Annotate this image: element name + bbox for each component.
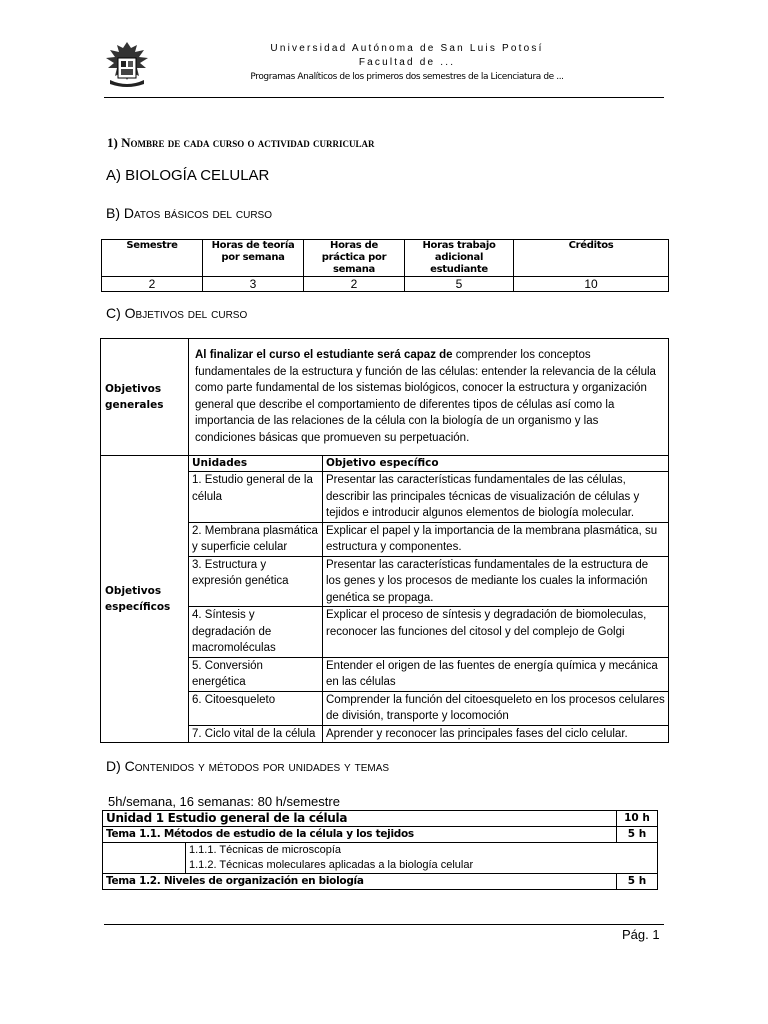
table-row xyxy=(189,657,668,691)
header-horas-adicional: Horas trabajo adicional estudiante xyxy=(405,240,514,277)
header-divider xyxy=(104,97,664,98)
contents-table xyxy=(102,810,658,890)
table-row xyxy=(189,725,668,742)
section-1-heading xyxy=(107,135,375,151)
table-row xyxy=(189,607,668,658)
header-semestre: Semestre xyxy=(102,240,203,277)
objective-cell: Presentar las características fundamentales de la estructura de los genes y los procesos de mediante los cuales la información genética se propaga. xyxy=(323,556,669,607)
topic-1-1-title: Tema 1.1. Métodos de estudio de la célula y los tejidos xyxy=(103,827,617,843)
general-objectives-lead: Al finalizar el curso el estudiante será capaz de xyxy=(195,349,453,361)
section-1-number: 1) xyxy=(107,135,122,150)
unit-cell: 5. Conversión energética xyxy=(189,657,323,691)
value-creditos: 10 xyxy=(514,277,669,292)
faculty-name: Facultad de ... xyxy=(358,57,456,68)
basic-data-table xyxy=(101,239,669,292)
objective-cell: Explicar el papel y la importancia de la membrana plasmática, su estructura y componentes. xyxy=(323,522,669,556)
contents-heading: D) Contenidos y métodos por unidades y temas xyxy=(106,758,390,774)
basic-data-value-row xyxy=(102,277,669,292)
header-horas-teoria: Horas de teoría por semana xyxy=(203,240,304,277)
general-objectives-text xyxy=(189,339,669,456)
objective-cell: Entender el origen de las fuentes de energía química y mecánica en las células xyxy=(323,657,669,691)
col-units-header: Unidades xyxy=(189,456,323,472)
unit-cell: 7. Ciclo vital de la célula xyxy=(189,725,323,742)
unit-cell: 4. Síntesis y degradación de macromoléculas xyxy=(189,607,323,658)
unit-1-hours: 10 h xyxy=(617,811,658,827)
unit-1-title: Unidad 1 Estudio general de la célula xyxy=(103,811,617,827)
objective-cell: Aprender y reconocer las principales fases del ciclo celular. xyxy=(323,725,669,742)
table-row xyxy=(189,472,668,523)
objective-cell: Comprender la función del citoesqueleto en los procesos celulares de división, transporte y locomoción xyxy=(323,691,669,725)
header-creditos: Créditos xyxy=(514,240,669,277)
course-name-heading: A) BIOLOGÍA CELULAR xyxy=(106,167,270,184)
col-objective-header: Objetivo específico xyxy=(323,456,669,472)
page-number: Pág. 1 xyxy=(622,927,660,942)
objectives-table xyxy=(100,338,669,743)
specific-header-row xyxy=(189,456,668,472)
program-title: Programas Analíticos de los primeros dos semestres de la Licenciatura de ... xyxy=(250,72,564,82)
objectives-heading: C) Objetivos del curso xyxy=(106,305,248,321)
subtopic-spacer xyxy=(103,843,186,874)
hours-note: 5h/semana, 16 semanas: 80 h/semestre xyxy=(108,794,340,809)
topic-row xyxy=(103,874,658,890)
objective-cell: Explicar el proceso de síntesis y degradación de biomoleculas, reconocer las funciones del citosol y del complejo de Golgi xyxy=(323,607,669,658)
value-semestre: 2 xyxy=(102,277,203,292)
general-objectives-label: Objetivos generales xyxy=(101,339,189,456)
topic-1-1-hours: 5 h xyxy=(617,827,658,843)
subtopic-row xyxy=(103,843,658,859)
university-name: Universidad Autónoma de San Luis Potosí xyxy=(270,43,544,54)
basic-data-heading: B) Datos básicos del curso xyxy=(106,205,272,221)
unit-cell: 3. Estructura y expresión genética xyxy=(189,556,323,607)
subtopic-1-1-2: 1.1.2. Técnicas moleculares aplicadas a la biología celular xyxy=(186,858,658,874)
table-row xyxy=(189,556,668,607)
value-horas-adicional: 5 xyxy=(405,277,514,292)
footer-divider xyxy=(104,924,664,925)
specific-objectives-cell xyxy=(189,456,669,743)
subtopic-1-1-1: 1.1.1. Técnicas de microscopía xyxy=(186,843,658,859)
general-objectives-row xyxy=(101,339,669,456)
specific-objectives-row xyxy=(101,456,669,743)
basic-data-header-row xyxy=(102,240,669,277)
value-horas-practica: 2 xyxy=(304,277,405,292)
header-horas-practica: Horas de práctica por semana xyxy=(304,240,405,277)
general-objectives-body: comprender los conceptos fundamentales de la estructura y función de las células: entender la relevancia de la célula como parte fundamental de los sistemas biológicos, conocer la estructura y organización general que describe el comportamiento de diferentes tipos de células así como la importancia de las relaciones de la célula con la biología de un organismo y las condiciones básicas que promueven su perpetuación. xyxy=(195,349,656,444)
objective-cell: Presentar las características fundamentales de las células, describir las principales técnicas de visualización de células y tejidos e introducir algunos elementos de biología molecular. xyxy=(323,472,669,523)
value-horas-teoria: 3 xyxy=(203,277,304,292)
specific-objectives-table xyxy=(189,456,668,742)
university-crest-logo xyxy=(104,40,150,88)
subtopic-row xyxy=(103,858,658,874)
topic-1-2-hours: 5 h xyxy=(617,874,658,890)
topic-row xyxy=(103,827,658,843)
unit-cell: 2. Membrana plasmática y superficie celular xyxy=(189,522,323,556)
section-1-title: Nombre de cada curso o actividad curricular xyxy=(121,135,375,150)
table-row xyxy=(189,691,668,725)
unit-row xyxy=(103,811,658,827)
unit-cell: 6. Citoesqueleto xyxy=(189,691,323,725)
table-row xyxy=(189,522,668,556)
unit-cell: 1. Estudio general de la célula xyxy=(189,472,323,523)
specific-objectives-label: Objetivos específicos xyxy=(101,456,189,743)
topic-1-2-title: Tema 1.2. Niveles de organización en biología xyxy=(103,874,617,890)
